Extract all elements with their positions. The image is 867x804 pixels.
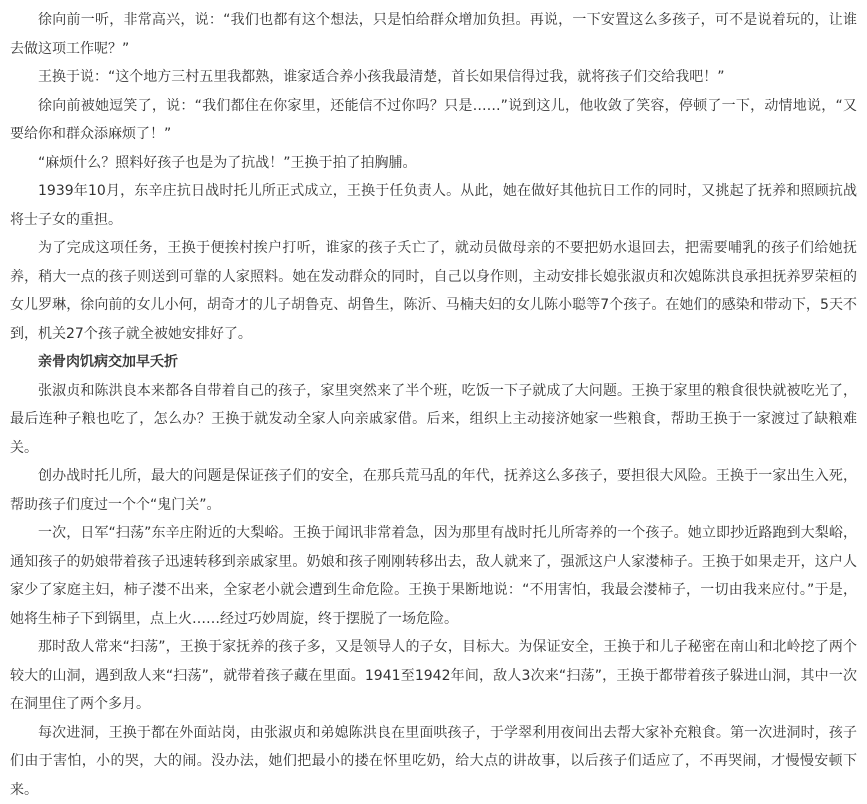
section-heading: 亲骨肉饥病交加早夭折 <box>10 348 857 377</box>
paragraph: 创办战时托儿所，最大的问题是保证孩子们的安全，在那兵荒马乱的年代，抚养这么多孩子，要担很大风险。王换于一家出生入死，帮助孩子们度过一个个“鬼门关”。 <box>10 462 857 519</box>
paragraph: 王换于说：“这个地方三村五里我都熟，谁家适合养小孩我最清楚，首长如果信得过我，就将孩子们交给我吧！” <box>10 63 857 92</box>
paragraph: 张淑贞和陈洪良本来都各自带着自己的孩子，家里突然来了半个班，吃饭一下子就成了大问题。王换于家里的粮食很快就被吃光了，最后连种子粮也吃了，怎么办？王换于就发动全家人向亲戚家借。后来，组织上主动接济她家一些粮食，帮助王换于一家渡过了缺粮难关。 <box>10 377 857 463</box>
paragraph: 每次进洞，王换于都在外面站岗，由张淑贞和弟媳陈洪良在里面哄孩子，于学翠利用夜间出去帮大家补充粮食。第一次进洞时，孩子们由于害怕，小的哭，大的闹。没办法，她们把最小的搂在怀里吃奶，给大点的讲故事，以后孩子们适应了，不再哭闹，才慢慢安顿下来。 <box>10 719 857 804</box>
paragraph: 1939年10月，东辛庄抗日战时托儿所正式成立，王换于任负责人。从此，她在做好其他抗日工作的同时，又挑起了抚养和照顾抗战将士子女的重担。 <box>10 177 857 234</box>
paragraph: 徐向前一听，非常高兴，说：“我们也都有这个想法，只是怕给群众增加负担。再说，一下安置这么多孩子，可不是说着玩的，让谁去做这项工作呢？” <box>10 6 857 63</box>
paragraph: “麻烦什么？照料好孩子也是为了抗战！”王换于拍了拍胸脯。 <box>10 149 857 178</box>
paragraph: 徐向前被她逗笑了，说：“我们都住在你家里，还能信不过你吗？只是……”说到这儿，他收敛了笑容，停顿了一下，动情地说，“又要给你和群众添麻烦了！” <box>10 92 857 149</box>
paragraph: 为了完成这项任务，王换于便挨村挨户打听，谁家的孩子夭亡了，就动员做母亲的不要把奶水退回去，把需要哺乳的孩子们给她抚养，稍大一点的孩子则送到可靠的人家照料。她在发动群众的同时，自己以身作则，主动安排长媳张淑贞和次媳陈洪良承担抚养罗荣桓的女儿罗琳，徐向前的女儿小何，胡奇才的儿子胡鲁克、胡鲁生，陈沂、马楠夫妇的女儿陈小聪等7个孩子。在她们的感染和带动下，5天不到，机关27个孩子就全被她安排好了。 <box>10 234 857 348</box>
paragraph: 那时敌人常来“扫荡”，王换于家抚养的孩子多，又是领导人的子女，目标大。为保证安全，王换于和儿子秘密在南山和北岭挖了两个较大的山洞，遇到敌人来“扫荡”，就带着孩子藏在里面。1941至1942年间，敌人3次来“扫荡”，王换于都带着孩子躲进山洞，其中一次在洞里住了两个多月。 <box>10 633 857 719</box>
paragraph: 一次，日军“扫荡”东辛庄附近的大梨峪。王换于闻讯非常着急，因为那里有战时托儿所寄养的一个孩子。她立即抄近路跑到大梨峪，通知孩子的奶娘带着孩子迅速转移到亲戚家里。奶娘和孩子刚刚转移出去，敌人就来了，强派这户人家漤柿子。王换于如果走开，这户人家少了家庭主妇，柿子漤不出来，全家老小就会遭到生命危险。王换于果断地说：“不用害怕，我最会漤柿子，一切由我来应付。”于是，她将生柿子下到锅里，点上火……经过巧妙周旋，终于摆脱了一场危险。 <box>10 519 857 633</box>
